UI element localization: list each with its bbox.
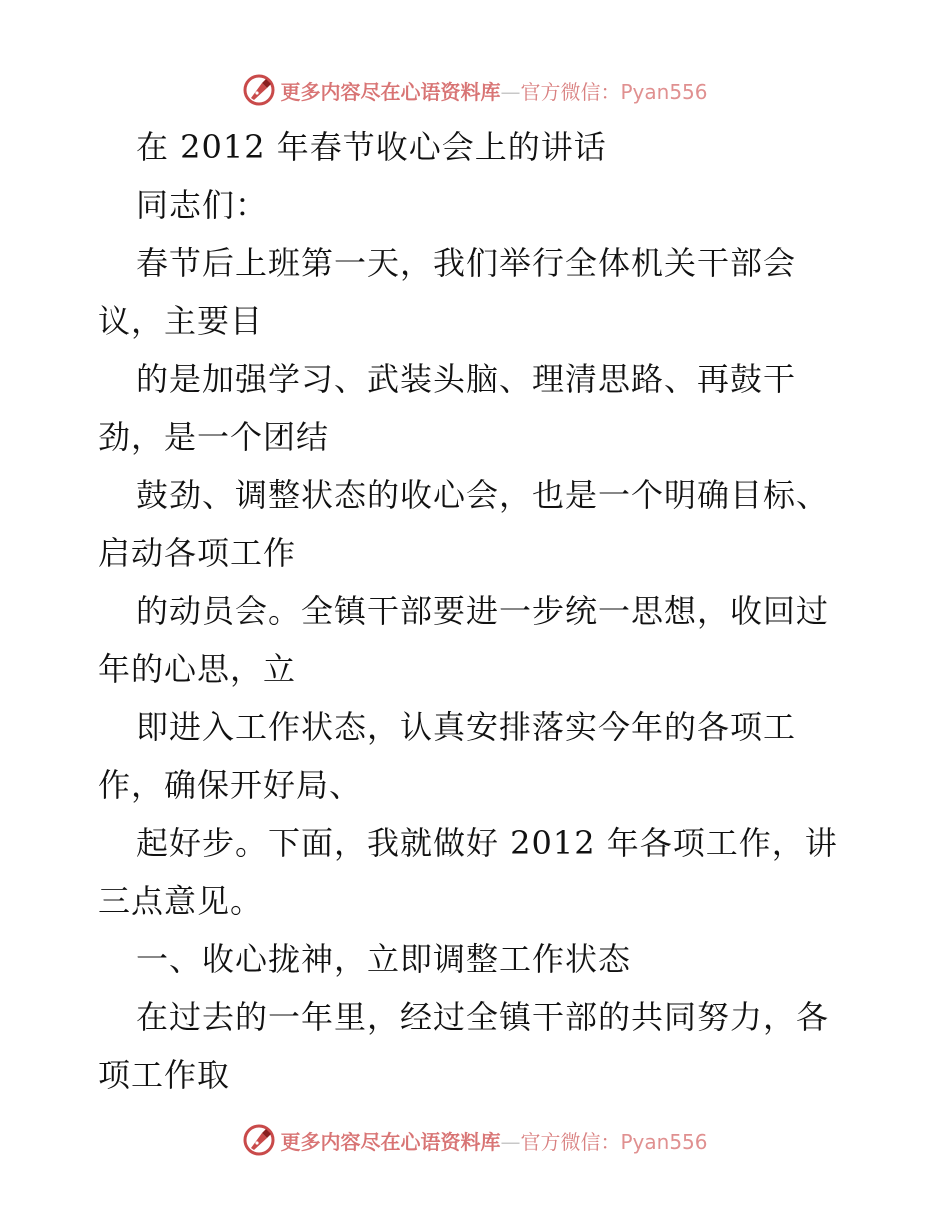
paragraph-line: 启动各项工作 — [98, 534, 297, 572]
paragraph-line: 议，主要目 — [98, 302, 264, 340]
paragraph-line: 在过去的一年里，经过全镇干部的共同努力，各 — [136, 998, 830, 1036]
watermark-wechat-id: Pyan556 — [620, 1129, 708, 1154]
paragraph-line: 作，确保开好局、 — [98, 766, 363, 804]
document-title: 在 2012 年春节收心会上的讲话 — [136, 128, 607, 166]
paragraph-line: 三点意见。 — [98, 882, 264, 920]
paragraph-line: 鼓劲、调整状态的收心会，也是一个明确目标、 — [136, 476, 830, 514]
watermark-main: 更多内容尽在心语资料库 — [280, 79, 501, 104]
watermark-main: 更多内容尽在心语资料库 — [280, 1129, 501, 1154]
watermark-separator: — — [500, 1129, 521, 1154]
watermark-official: 官方微信： — [520, 79, 621, 104]
watermark-official: 官方微信： — [520, 1129, 621, 1154]
paragraph-line: 春节后上班第一天，我们举行全体机关干部会 — [136, 244, 797, 282]
paragraph-line: 起好步。下面，我就做好 2012 年各项工作，讲 — [136, 824, 838, 862]
paragraph-line: 的是加强学习、武装头脑、理清思路、再鼓干 — [136, 360, 797, 398]
watermark-wechat-id: Pyan556 — [620, 79, 708, 104]
paragraph-line: 的动员会。全镇干部要进一步统一思想，收回过 — [136, 592, 830, 630]
paragraph-line: 劲，是一个团结 — [98, 418, 330, 456]
watermark-footer — [0, 1120, 950, 1160]
watermark-text — [280, 76, 707, 105]
paragraph-line: 年的心思，立 — [98, 650, 297, 688]
paragraph-line: 项工作取 — [98, 1056, 231, 1094]
section-heading: 一、收心拢神，立即调整工作状态 — [136, 940, 632, 978]
salutation: 同志们： — [136, 186, 269, 224]
watermark-text — [280, 1126, 707, 1155]
watermark-separator: — — [500, 79, 521, 104]
watermark-header — [0, 70, 950, 110]
pen-nib-logo-icon — [242, 1123, 276, 1157]
paragraph-line: 即进入工作状态，认真安排落实今年的各项工 — [136, 708, 797, 746]
pen-nib-logo-icon — [242, 73, 276, 107]
